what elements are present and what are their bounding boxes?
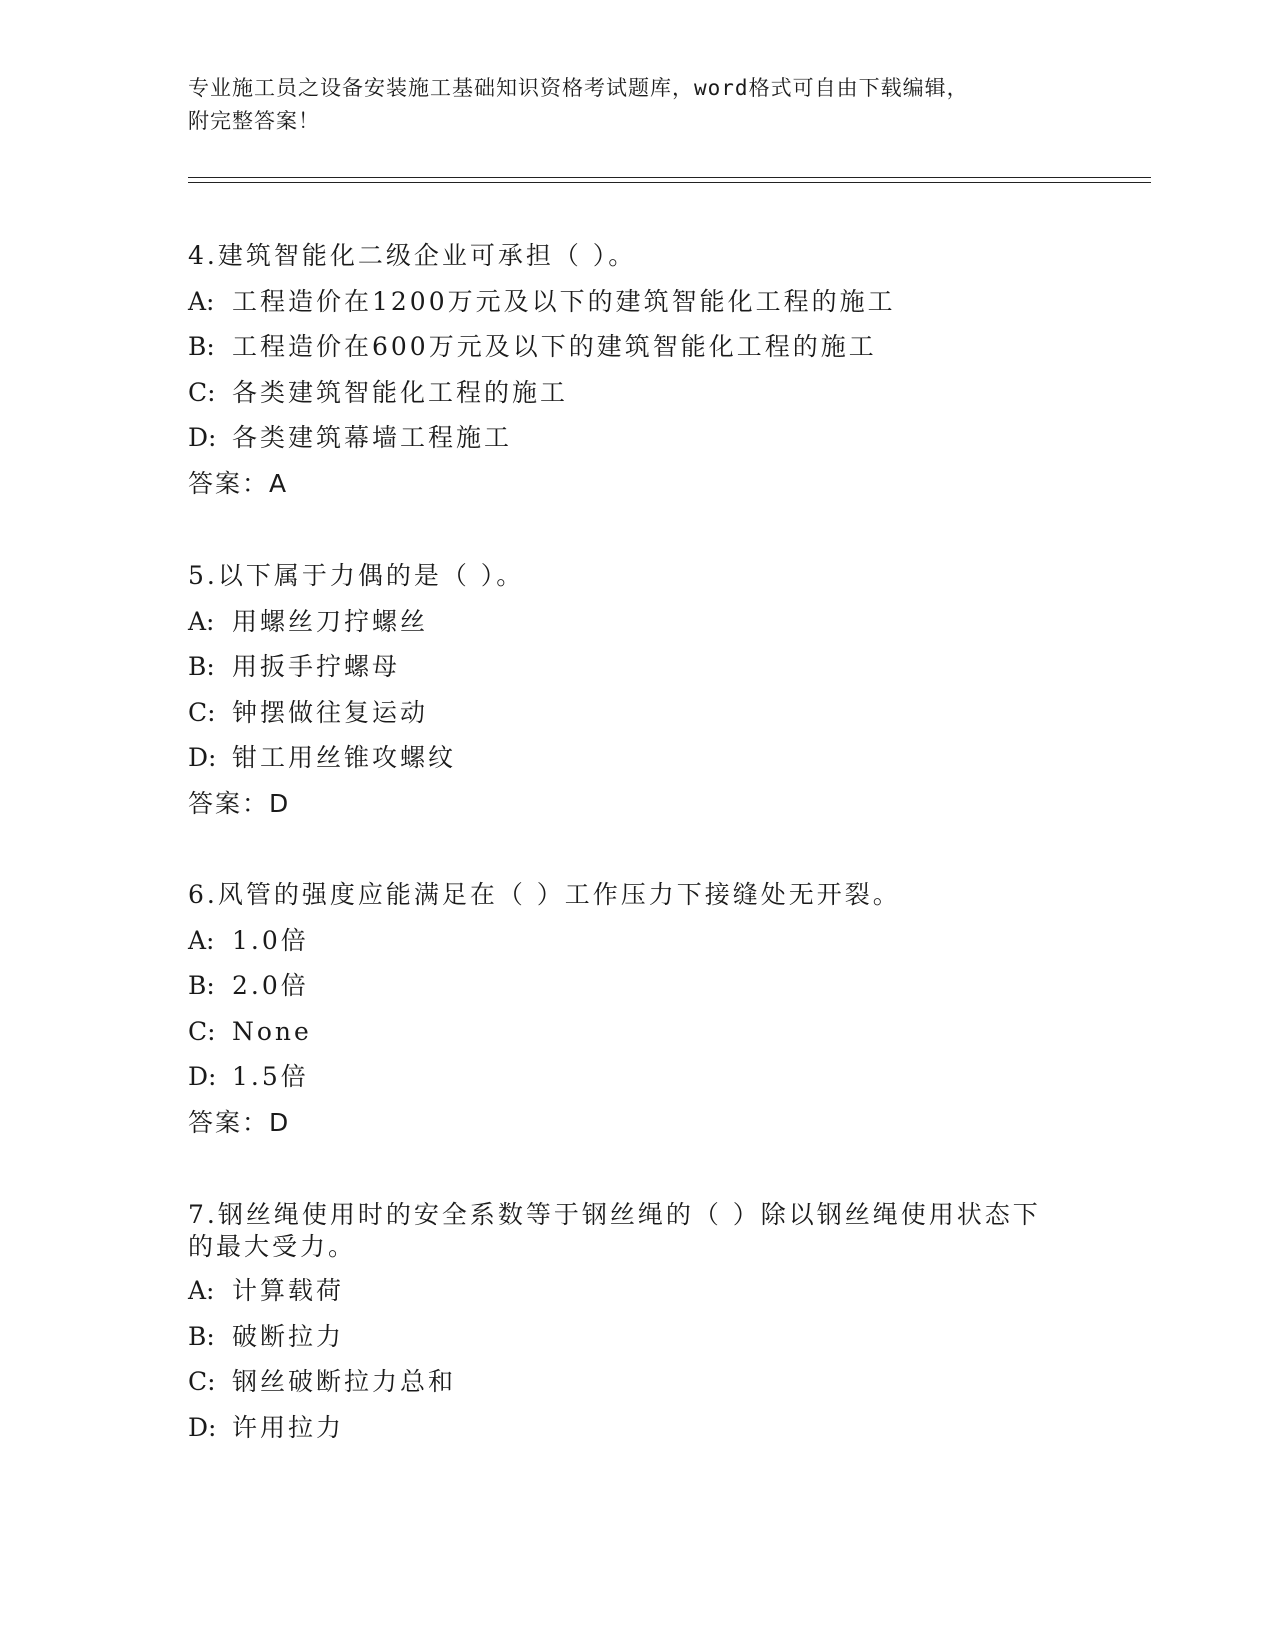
option-text: 钢丝破断拉力总和 bbox=[232, 1367, 457, 1396]
option-key: C: bbox=[188, 1367, 216, 1396]
option-d bbox=[188, 1405, 1088, 1451]
question-stem: 7.钢丝绳使用时的安全系数等于钢丝绳的（ ）除以钢丝绳使用状态下的最大受力。 bbox=[188, 1200, 1041, 1261]
question-block bbox=[188, 1192, 1088, 1450]
option-text: 2.0倍 bbox=[232, 971, 309, 1000]
option-key: B: bbox=[188, 652, 215, 681]
option-key: B: bbox=[188, 332, 215, 361]
option-key: A: bbox=[188, 1276, 215, 1305]
option-c bbox=[188, 1009, 1088, 1055]
question-stem: 4.建筑智能化二级企业可承担（ ）。 bbox=[188, 241, 637, 270]
option-d bbox=[188, 415, 1088, 461]
option-key: A: bbox=[188, 286, 215, 316]
option-text: 各类建筑幕墙工程施工 bbox=[232, 423, 513, 452]
option-key: D: bbox=[188, 1412, 217, 1442]
option-a bbox=[188, 1268, 1088, 1314]
option-key: C: bbox=[188, 1016, 216, 1046]
question-block bbox=[188, 553, 1088, 826]
question-stem: 6.风管的强度应能满足在（ ）工作压力下接缝处无开裂。 bbox=[188, 880, 901, 909]
option-a bbox=[188, 279, 1088, 325]
option-text: 1.0倍 bbox=[232, 925, 309, 955]
intro-text bbox=[188, 72, 1068, 138]
answer-line: 答案：A bbox=[188, 468, 289, 498]
option-b bbox=[188, 324, 1088, 370]
option-text: 用螺丝刀拧螺丝 bbox=[232, 606, 429, 636]
option-text: 1.5倍 bbox=[232, 1062, 309, 1091]
option-c bbox=[188, 690, 1088, 736]
option-text: 计算载荷 bbox=[232, 1276, 345, 1305]
option-text: 各类建筑智能化工程的施工 bbox=[232, 377, 569, 407]
option-key: A: bbox=[188, 925, 215, 955]
option-a bbox=[188, 599, 1088, 645]
answer-line: 答案：D bbox=[188, 1107, 291, 1137]
question-block bbox=[188, 233, 1088, 506]
option-d bbox=[188, 735, 1088, 781]
option-c bbox=[188, 1359, 1088, 1405]
question-block bbox=[188, 872, 1088, 1145]
option-key: C: bbox=[188, 697, 216, 727]
option-b bbox=[188, 963, 1088, 1009]
option-b bbox=[188, 644, 1088, 690]
option-text: 工程造价在600万元及以下的建筑智能化工程的施工 bbox=[232, 332, 877, 361]
option-key: B: bbox=[188, 1321, 215, 1351]
option-key: D: bbox=[188, 743, 217, 772]
header-divider-bottom bbox=[188, 182, 1151, 183]
option-key: D: bbox=[188, 1062, 217, 1091]
option-key: B: bbox=[188, 971, 215, 1000]
header-divider-top bbox=[188, 177, 1151, 178]
answer-line: 答案：D bbox=[188, 788, 291, 818]
option-text: 钳工用丝锥攻螺纹 bbox=[232, 743, 457, 772]
option-key: C: bbox=[188, 377, 216, 407]
option-a bbox=[188, 918, 1088, 964]
option-text: 破断拉力 bbox=[232, 1321, 345, 1351]
option-key: A: bbox=[188, 606, 215, 636]
option-text: 工程造价在1200万元及以下的建筑智能化工程的施工 bbox=[232, 286, 896, 316]
option-text: 用扳手拧螺母 bbox=[232, 652, 401, 681]
option-d bbox=[188, 1054, 1088, 1100]
option-text: 许用拉力 bbox=[232, 1412, 345, 1442]
intro-line-2: 附完整答案！ bbox=[188, 109, 320, 133]
intro-line-1: 专业施工员之设备安装施工基础知识资格考试题库，word格式可自由下载编辑， bbox=[188, 76, 969, 100]
option-b bbox=[188, 1314, 1088, 1360]
question-stem: 5.以下属于力偶的是（ ）。 bbox=[188, 561, 525, 590]
option-text: 钟摆做往复运动 bbox=[232, 697, 429, 727]
option-c bbox=[188, 370, 1088, 416]
option-text: None bbox=[232, 1016, 312, 1046]
option-key: D: bbox=[188, 423, 217, 452]
